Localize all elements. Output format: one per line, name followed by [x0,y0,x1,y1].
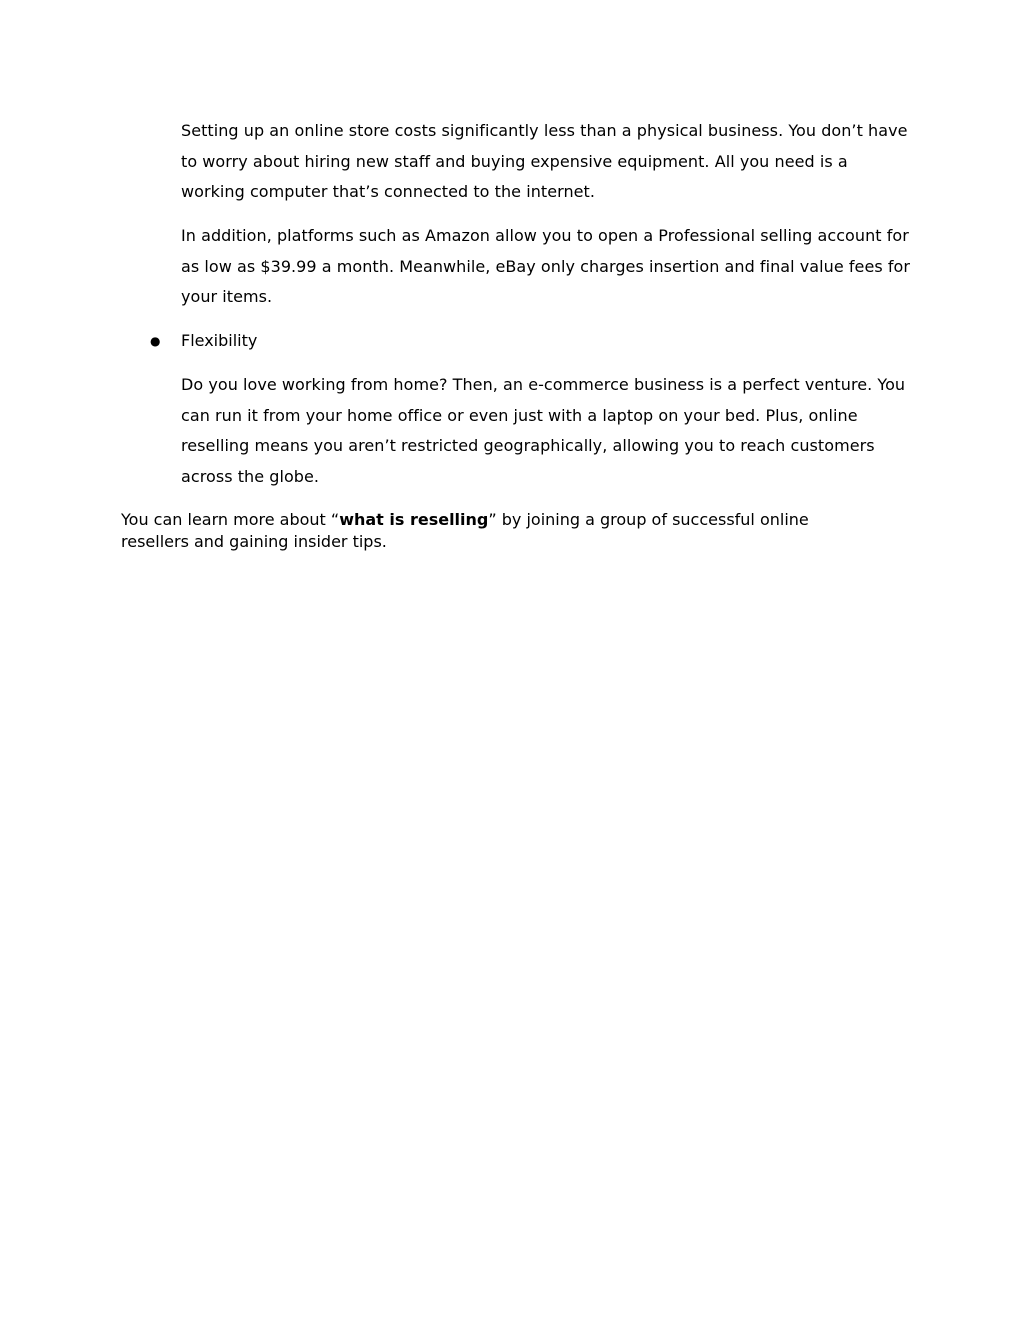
paragraph-flexibility: Do you love working from home? Then, an e-commerce business is a perfect venture. You can run it from your home office or even just with a laptop on your bed. Plus, online reselling means you aren’t restricted geographically, allowing you to reach customers across the globe. [181,375,906,486]
closing-paragraph [121,509,881,553]
paragraph-cost-savings: Setting up an online store costs significantly less than a physical business. You don’t have to worry about hiring new staff and buying expensive equipment. All you need is a working computer that’s connected to the internet. [181,121,908,201]
bullet-icon: ● [150,334,161,348]
closing-bold-phrase: what is reselling [339,510,489,529]
closing-text-before: You can learn more about “ [121,510,340,529]
bullet-label: Flexibility [181,331,258,350]
paragraph-platform-fees: In addition, platforms such as Amazon allow you to open a Professional selling account for as low as $39.99 a month. Meanwhile, eBay only charges insertion and final value fees for your items. [181,226,911,306]
closing-text-after: ” by joining a group of successful online resellers and gaining insider tips. [121,510,809,551]
